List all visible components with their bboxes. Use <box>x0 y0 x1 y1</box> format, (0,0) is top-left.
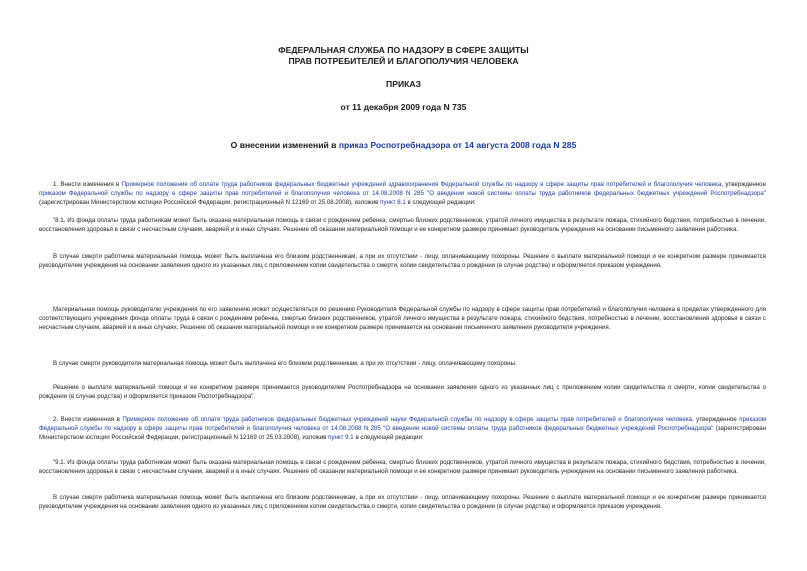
paragraph-2 <box>39 217 766 235</box>
paragraph-9 <box>39 494 766 512</box>
p1-text-c: (зарегистрирован Министерством юстиции Российской Федерации, регистрационный N 12169 от 25.08.2008), изложив <box>39 198 381 206</box>
p7-link-order[interactable]: приказом Федеральной службы по надзору в сфере защиты прав потребителей и благополучия человека от 14.08.2008 N 285 "О введении новой системы оплаты труда работников федеральных бюджетных учреждений Роспотребнадзора" <box>39 416 767 432</box>
paragraph-6 <box>39 384 766 402</box>
paragraph-3 <box>39 253 766 271</box>
p9-text: В случае смерти работника материальная помощь может быть выплачена его близким родственникам, а при их отсутствии - лицу, оплачивающему похороны. Решение о выплате материальной помощи и ее конкретном размере принимается руководителем учреждения на основании заявления одного из указанных лиц с приложением копии свидетельства о смерти, копии свидетельства о рождении (в случае родства) и оформляется приказом учреждения. <box>39 494 766 510</box>
p5-text: В случае смерти руководителя материальная помощь может быть выплачена его близким родственникам, а при их отсутствии - лицу, оплачивающему похороны. <box>53 360 517 367</box>
p7-text-a: 2. Внести изменения в <box>53 416 123 423</box>
doc-date: от 11 декабря 2009 года N 735 <box>340 102 467 112</box>
p8-text: "9.1. Из фонда оплаты труда работникам может быть оказана материальная помощь в связи с рождением ребенка, смертью близких родственников, утратой личного имущества в результате пожара, стихийного бедствия, потребностью в лечении, восстановления здоровья в связи с несчастным случаем, аварией и в иных случаях. Решение об оказании материальной помощи и ее конкретном размере принимает руководитель учреждения на основании письменного заявления работника. <box>39 459 766 475</box>
doc-type: ПРИКАЗ <box>386 79 421 89</box>
p1-link-clause[interactable]: пункт 8.1 <box>380 198 406 206</box>
p1-link-position[interactable]: Примерное положение об оплате труда работников федеральных бюджетных учреждений здравоохранения Федеральной службы по надзору в сфере защиты прав потребителей и благополучия человека <box>121 181 722 188</box>
p7-link-position[interactable]: Примерное положение об оплате труда работников федеральных бюджетных учреждений науки Федеральной службы по надзору в сфере защиты прав потребителей и благополучия человека <box>122 416 692 423</box>
agency-line-2: ПРАВ ПОТРЕБИТЕЛЕЙ И БЛАГОПОЛУЧИЯ ЧЕЛОВЕКА <box>288 56 519 66</box>
p7-text-c: (зарегистрирован Министерством юстиции Российской Федерации, регистрационный N 12169 от 25.03.2008), изложив <box>39 424 766 441</box>
p6-text: Решение о выплате материальной помощи и ее конкретном размере принимается руководителем Роспотребнадзора на основании заявления одного из указанных лиц с приложением копии свидетельства о смерти, копии свидетельства о рождении (в случае родства) и оформляется приказом Роспотребнадзора". <box>39 384 766 400</box>
doc-title-link[interactable]: приказ Роспотребнадзора от 14 августа 2008 года N 285 <box>338 140 577 150</box>
p3-text: В случае смерти работника материальная помощь может быть выплачена его близким родственникам, а при их отсутствии - лицу, оплачивающему похороны. Решение о выплате материальной помощи и ее конкретном размере принимается руководителем учреждения на основании заявления одного из указанных лиц с приложением копии свидетельства о смерти, копии свидетельства о рождении (в случае родства) и оформляется приказом учреждения. <box>39 253 766 269</box>
paragraph-1 <box>39 181 766 208</box>
p1-text-d: в следующей редакции: <box>405 198 476 206</box>
paragraph-5 <box>39 360 766 369</box>
paragraph-7 <box>39 416 766 443</box>
p7-text-d: в следующей редакции: <box>353 433 424 441</box>
agency-line-1: ФЕДЕРАЛЬНАЯ СЛУЖБА ПО НАДЗОРУ В СФЕРЕ ЗАЩИТЫ <box>278 45 529 55</box>
p1-link-order[interactable]: приказом Федеральной службы по надзору в сфере защиты прав потребителей и благополучия человека от 14.08.2008 N 285 "О введении новой системы оплаты труда работников федеральных бюджетных учреждений Роспотребнадзора" <box>39 189 766 197</box>
doc-title-prefix: О внесении изменений в <box>230 140 339 150</box>
p1-text-b: , утвержденное <box>721 181 766 188</box>
p7-link-clause[interactable]: пункт 9.1 <box>328 433 354 441</box>
p1-text-a: 1. Внести изменения в <box>53 181 122 188</box>
p7-text-b: , утвержденное <box>691 416 740 423</box>
p2-text: "8.1. Из фонда оплаты труда работникам может быть оказана материальная помощь в связи с рождением ребенка, смертью близких родственников, утратой личного имущества в результате пожара, стихийного бедствия, потребностью в лечении, восстановления здоровья в связи с несчастным случаем, аварией и в иных случаях. Решение об оказании материальной помощи и ее конкретном размере принимает руководитель учреждения на основании письменного заявления работника. <box>39 217 766 233</box>
doc-title <box>0 140 807 150</box>
paragraph-8 <box>39 459 766 477</box>
paragraph-4 <box>39 306 766 333</box>
p4-text: Материальная помощь руководителю учреждения по его заявлению может осуществляться по решению Руководителя Федеральной службы по надзору в сфере защиты прав потребителей и благополучия человека в пределах утвержденного для соответствующего учреждения фонда оплаты труда в связи с рождением ребенка, смертью близких родственников, утратой личного имущества в результате пожара, стихийного бедствия, потребностью в лечении, восстановления здоровья в связи с несчастным случаем, аварией и в иных случаях. Решение об оказании материальной помощи и ее конкретном размере принимается на основании письменного заявления руководителя учреждения. <box>39 306 766 331</box>
